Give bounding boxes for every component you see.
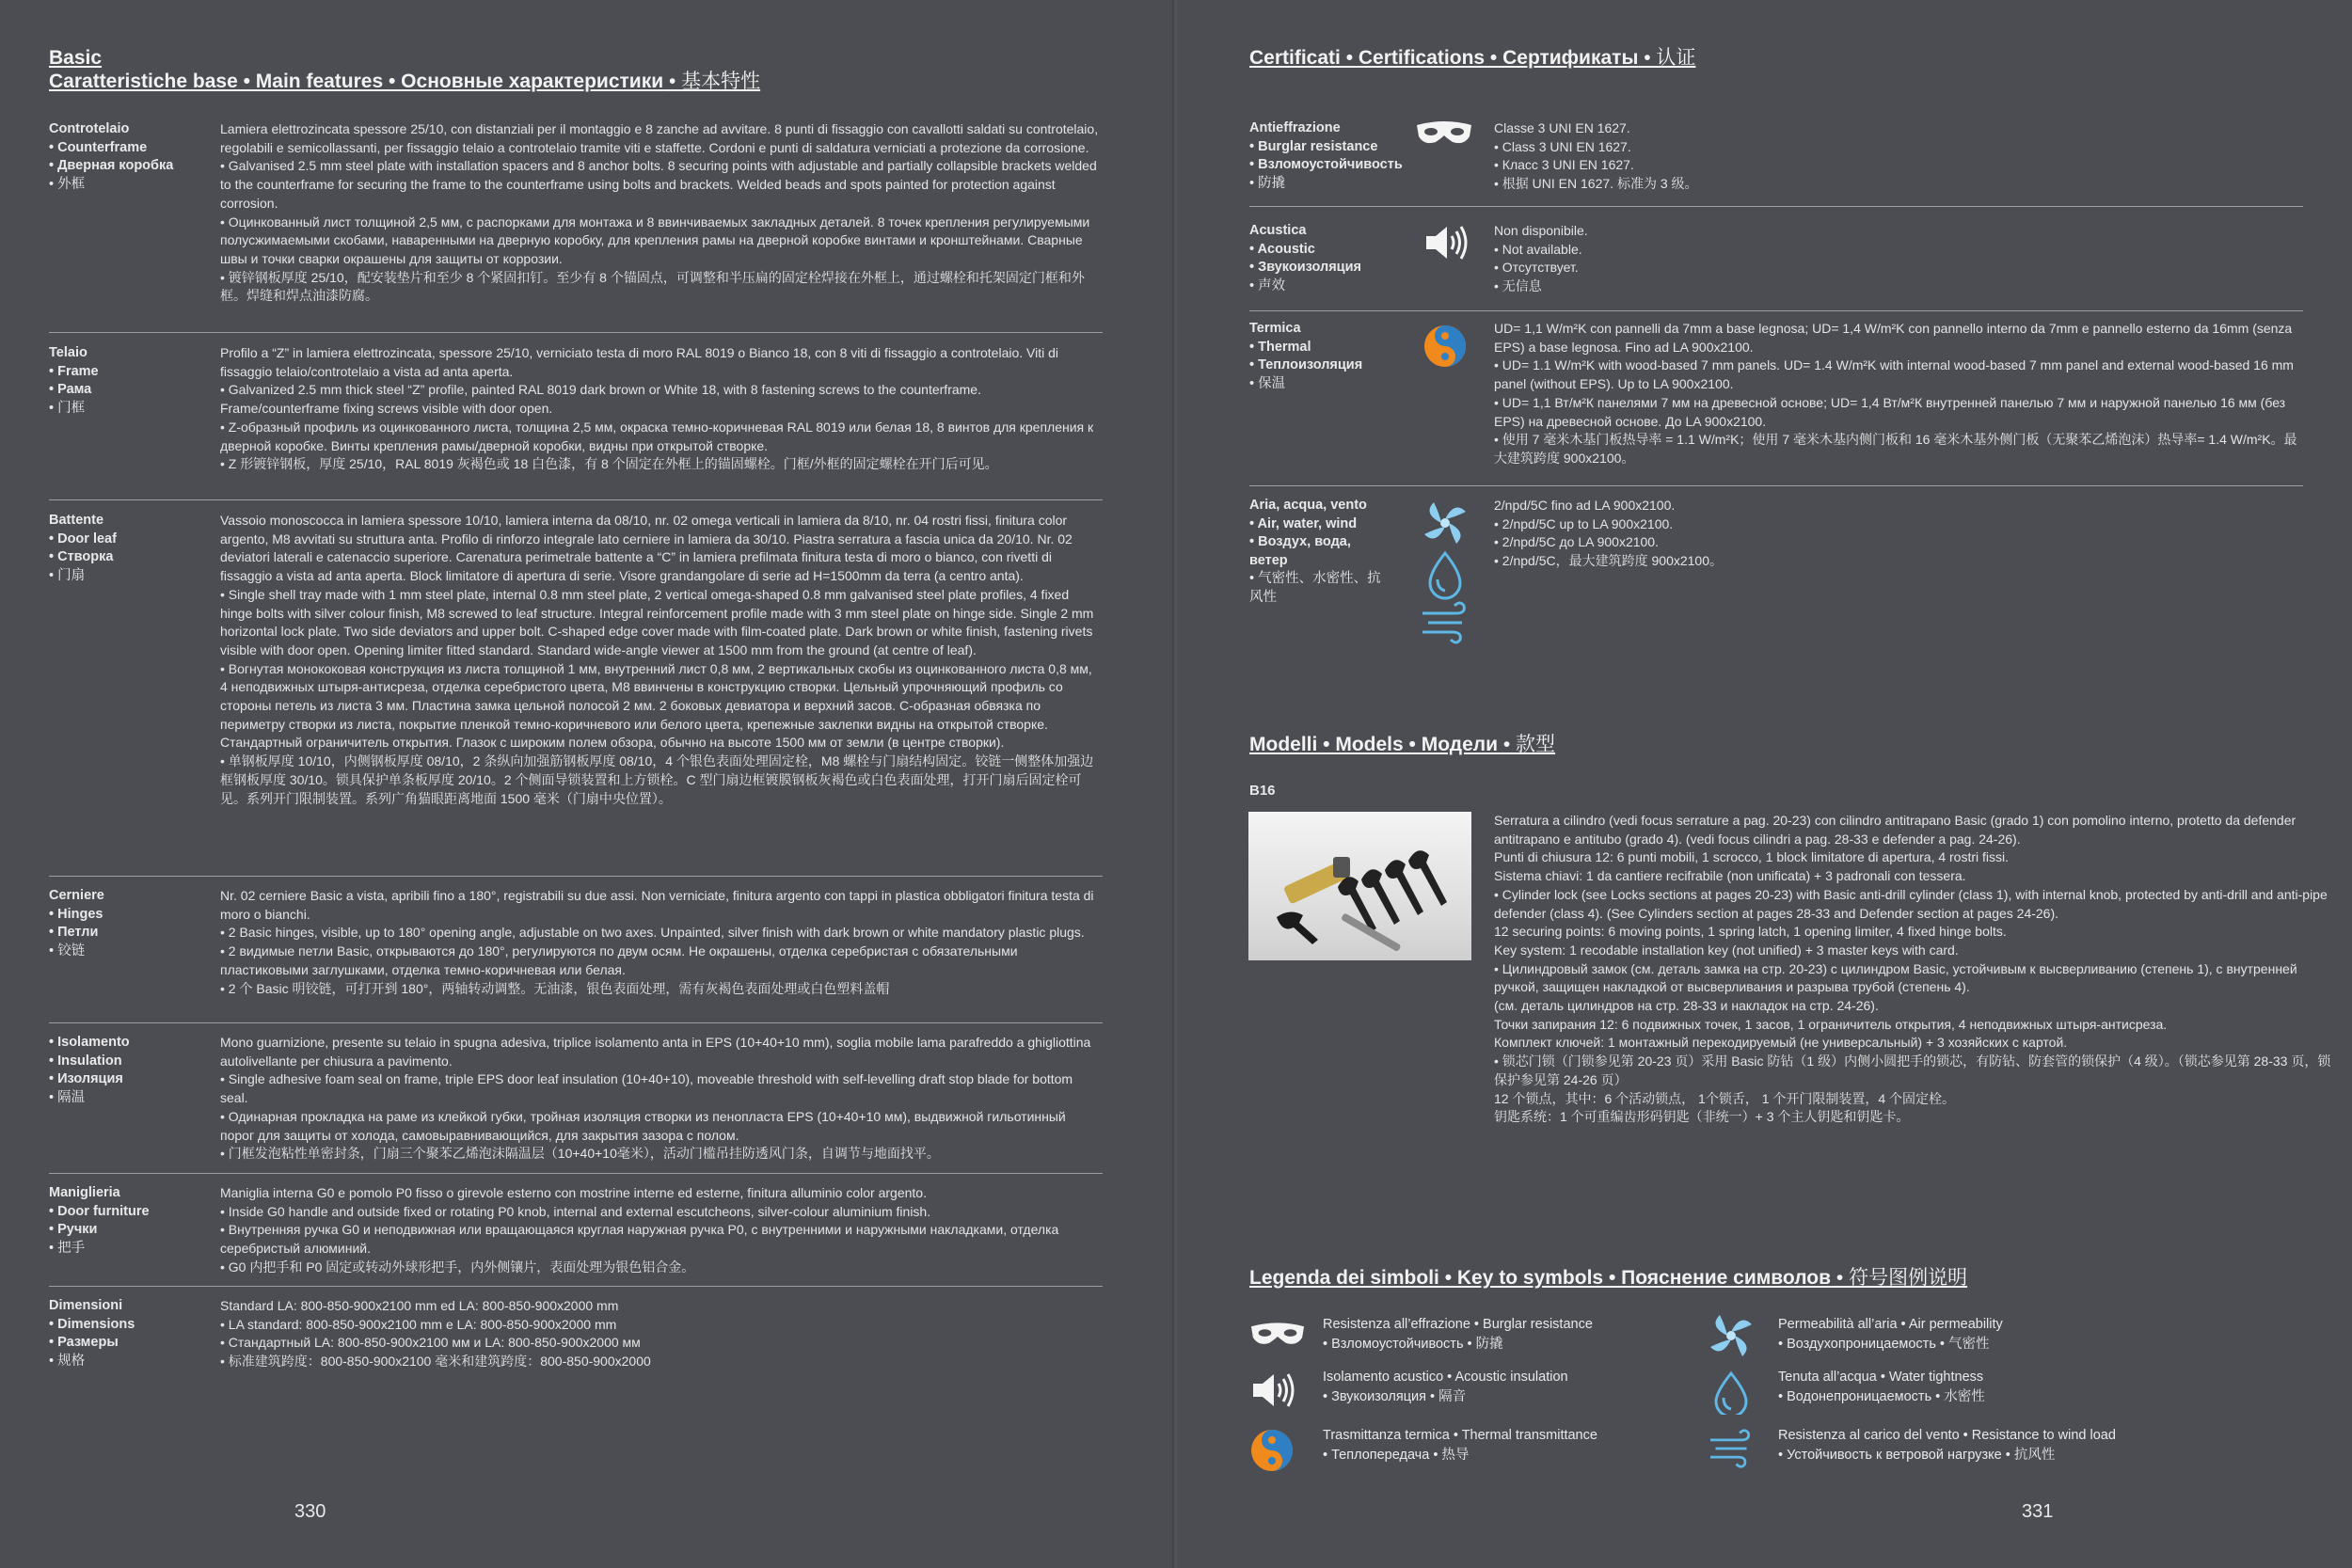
model-name: B16	[1249, 783, 1276, 799]
keys-illustration	[1248, 812, 1471, 960]
models-title-cn: • 款型	[1498, 734, 1556, 755]
cert-row-air-water-wind	[1249, 497, 2303, 657]
legend-line: Resistenza al carico del vento • Resistance to wind load	[1778, 1428, 2116, 1443]
label-it: Antieffrazione	[1249, 120, 1341, 135]
text-it: Mono guarnizione, presente su telaio in spugna adesiva, triplice isolamento anta in EPS (10+40+10 mm), soglia mobile lama parafreddo a ghigliottina autolivellante per chiusura a pavimento.	[220, 1035, 1091, 1069]
text-it: Nr. 02 cerniere Basic a vista, apribili fino a 180°, registrabili su due assi. Non verniciate, finitura argento con tappi in plastica obbligatori finitura testa di moro o bianchi.	[220, 888, 1094, 922]
model-line: Punti di chiusura 12: 6 punti mobili, 1 scrocco, 1 block limitatore di apertura, 4 rostri fissi.	[1494, 849, 2010, 865]
section-title-legend	[1249, 1266, 1967, 1291]
model-line: Key system: 1 recodable installation key (not unified) + 3 master keys with card.	[1494, 942, 1959, 958]
legend-text	[1323, 1426, 1718, 1465]
label-cn: • 外框	[49, 176, 86, 192]
feature-label	[49, 887, 214, 960]
models-title-text: Modelli • Models • Модели	[1249, 734, 1499, 755]
legend-line: • Взломоустойчивость • 防撬	[1323, 1337, 1503, 1352]
label-cn: • 防撬	[1249, 175, 1286, 191]
label-en: • Frame	[49, 363, 99, 379]
text-ru: • 2/npd/5C до LA 900x2100.	[1494, 534, 1659, 550]
text-en: • Inside G0 handle and outside fixed or rotating P0 knob, internal and external escutcheons, silver-colour aluminium finish.	[220, 1203, 931, 1219]
legend-text	[1323, 1315, 1718, 1354]
label-ru: • Петли	[49, 925, 99, 940]
label-cn: • 铰链	[49, 942, 86, 958]
text-en: • 2/npd/5C up to LA 900x2100.	[1494, 515, 1674, 531]
text-en: • Class 3 UNI EN 1627.	[1494, 138, 1631, 154]
subtitle-cn: • 基本特性	[663, 71, 761, 92]
legend-line: • Звукоизоляция • 隔音	[1323, 1389, 1467, 1404]
text-it: Lamiera elettrozincata spessore 25/10, con distanziali per il montaggio e 8 zanche ad avvitare. 8 punti di fissaggio con cavallotti saldati su controtelaio, regolabili e semicollassanti, per fissaggio telaio a controtelaio tramite viti e staffette. Cordoni e punti di saldatura verniciati a protezione da corrosione.	[220, 121, 1099, 155]
label-cn: • 门框	[49, 400, 86, 416]
feature-text	[220, 120, 1103, 306]
wind-icon	[1705, 1428, 1757, 1469]
label-ru: • Взломоустойчивость	[1249, 157, 1403, 172]
label-en: • Dimensions	[49, 1316, 135, 1332]
model-line: • Цилиндровый замок (см. деталь замка на стр. 20-23) с цилиндром Basic, устойчивым к высверливанию (степень 1), с внутренней ручкой, защищен накладкой от высверливания и разрыва трубой (степень 4).	[1494, 960, 2297, 995]
text-cn: • 使用 7 毫米木基门板热导率 = 1.1 W/m²K；使用 7 毫米木基内侧门板和 16 毫米木基外侧门板（无聚苯乙烯泡沫）热导率= 1.4 W/m²K。最大建筑跨度 900x2100。	[1494, 432, 2297, 466]
model-description	[1494, 812, 2341, 1127]
speaker-icon	[1249, 1370, 1296, 1411]
text-it: UD= 1,1 W/m²K con pannelli da 7mm a base legnosa; UD= 1,4 W/m²K con pannello interno da 7mm e pannello esterno da 16mm (senza EPS) a base legnosa. Fino ad LA 900x2100.	[1494, 321, 2293, 355]
label-it: Cerniere	[49, 888, 104, 903]
label-cn: • 声效	[1249, 277, 1286, 293]
text-cn: • 镀锌钢板厚度 25/10，配安装垫片和至少 8 个紧固扣钉。至少有 8 个锚固点，可调整和半压扁的固定栓焊接在外框上，通过螺栓和托架固定门框和外框。焊缝和焊点油漆防腐。	[220, 269, 1085, 304]
page-left	[0, 0, 1174, 1568]
cert-title-text: Certificati • Certifications • Сертификаты	[1249, 47, 1639, 69]
feature-label	[49, 344, 214, 418]
thermal-icon	[1422, 324, 1468, 369]
label-en: • Air, water, wind	[1249, 515, 1358, 531]
label-it: Controtelaio	[49, 121, 130, 136]
text-en: • Galvanized 2.5 mm thick steel “Z” profile, painted RAL 8019 dark brown or White 18, with 8 fastening screws to the counterframe. Frame/counterframe fixing screws visible with door open.	[220, 382, 981, 417]
speaker-icon	[1422, 222, 1470, 263]
cert-row-thermal	[1249, 320, 2303, 486]
feature-text	[220, 512, 1103, 808]
text-en: • 2 Basic hinges, visible, up to 180° opening angle, adjustable on two axes. Unpainted, silver finish with dark brown or white mandatory plastic plugs.	[220, 925, 1085, 941]
label-en: • Thermal	[1249, 339, 1311, 355]
text-cn: • 标准建筑跨度：800-850-900x2100 毫米和建筑跨度：800-850-900x2000	[220, 1354, 651, 1370]
legend-line: Permeabilità all’aria • Air permeability	[1778, 1317, 2003, 1332]
text-ru: • UD= 1,1 Вт/м²К панелями 7 мм на древесной основе; UD= 1,4 Вт/м²К внутренней панелью 7 мм и наружной панелью 16 мм (без EPS) на древесной основе. До LA 900x2100.	[1494, 394, 2286, 429]
mask-icon	[1249, 1321, 1306, 1349]
cert-label	[1249, 119, 1438, 193]
feature-row-counterframe	[49, 120, 1103, 333]
thermal-icon	[1249, 1428, 1295, 1473]
label-en: • Door furniture	[49, 1203, 150, 1219]
feature-row-frame	[49, 344, 1103, 500]
label-it: Battente	[49, 513, 104, 528]
text-it: 2/npd/5C fino ad LA 900x2100.	[1494, 498, 1676, 513]
page-number: 330	[294, 1501, 326, 1522]
legend-line: Resistenza all’effrazione • Burglar resistance	[1323, 1317, 1593, 1332]
text-en: • Not available.	[1494, 241, 1582, 257]
page-right	[1178, 0, 2352, 1568]
cert-text	[1494, 497, 2303, 571]
section-title-certifications	[1249, 46, 1695, 71]
model-line: 12 securing points: 6 moving points, 1 spring latch, 1 opening limiter, 4 fixed hinge bolts.	[1494, 924, 2007, 940]
feature-label	[49, 1297, 214, 1370]
text-ru: • Класс 3 UNI EN 1627.	[1494, 157, 1634, 173]
text-cn: • G0 内把手和 P0 固定或转动外球形把手，内外侧镶片，表面处理为银色铝合金。	[220, 1259, 695, 1275]
cert-title-cn: • 认证	[1638, 47, 1696, 69]
label-en: • Door leaf	[49, 531, 117, 546]
feature-text	[220, 1184, 1103, 1277]
cert-label	[1249, 497, 1391, 607]
model-line: 钥匙系统：1 个可重编齿形码钥匙（非统一）+ 3 个主人钥匙和钥匙卡。	[1494, 1109, 1910, 1125]
cert-text	[1494, 222, 2303, 296]
text-it: Maniglia interna G0 e pomolo P0 fisso o girevole esterno con mostrine interne ed esterne, finitura alluminio color argento.	[220, 1185, 927, 1200]
feature-row-door-furniture	[49, 1184, 1103, 1287]
text-it: Standard LA: 800-850-900x2100 mm ed LA: 800-850-900x2000 mm	[220, 1298, 619, 1313]
text-cn: • 无信息	[1494, 278, 1542, 294]
model-line: Sistema chiavi: 1 da cantiere recifrabile (non unificata) + 3 padronali con tessera.	[1494, 868, 1966, 884]
label-cn: • 保温	[1249, 375, 1286, 391]
cert-text	[1494, 119, 2303, 194]
label-ru: • Дверная коробка	[49, 158, 174, 173]
label-cn: • 气密性、水密性、抗风性	[1249, 571, 1381, 605]
model-line: 12 个锁点，其中：6 个活动锁点， 1个锁舌， 1 个开门限制装置，4 个固定栓。	[1494, 1090, 1956, 1106]
text-en: • Galvanised 2.5 mm steel plate with installation spacers and 8 anchor bolts. 8 securing points with adjustable and partially collapsible brackets welded to the counterframe for securing the frame to the counterframe using bolts and brackets. Welded beads and spots painted for protection against corrosion.	[220, 158, 1097, 211]
text-it: Vassoio monoscocca in lamiera spessore 10/10, lamiera interna da 08/10, nr. 02 omega verticali in lamiera da 8/10, nr. 04 rostri fissi, finitura color argento, M8 avvitati su struttura anta. Profilo di rinforzo integrale lato cerniere in lamiera da 30/10. Piastra serratura a fascia unica da 20/10. Nr. 02 deviatori laterali e catenaccio superiore. Carenatura perimetrale battente a “C” in lamiera prefilmata finitura testa di moro o bianco, con rivetti di fissaggio a vista ad anta aperta. Block limitatore di apertura di serie. Visore grandangolare di serie ad H=1500mm da terra (a centro anta).	[220, 513, 1073, 584]
text-it: Classe 3 UNI EN 1627.	[1494, 120, 1630, 135]
feature-row-dimensions	[49, 1297, 1103, 1382]
label-ru: • Воздух, вода, ветер	[1249, 534, 1351, 568]
section-subtitle-main-features	[49, 70, 760, 94]
cert-label	[1249, 222, 1438, 295]
label-it: Aria, acqua, vento	[1249, 498, 1367, 513]
label-it: Telaio	[49, 345, 87, 360]
model-line: Serratura a cilindro (vedi focus serrature a pag. 20-23) con cilindro antitrapano Basic (grado 1) con pomolino interno, protetto da defender antitrapano e antitubo (grado 4). (vedi focus cilindri a pag. 28-33 e defender a pag. 24-26).	[1494, 813, 2296, 847]
cert-row-acoustic	[1249, 222, 2303, 311]
text-cn: • Z 形镀锌钢板，厚度 25/10，RAL 8019 灰褐色或 18 白色漆，有 8 个固定在外框上的锚固螺栓。门框/外框的固定螺栓在开门后可见。	[220, 456, 998, 472]
feature-text	[220, 887, 1103, 998]
label-ru: • Теплоизоляция	[1249, 357, 1363, 372]
legend-line: • Водонепроницаемость • 水密性	[1778, 1389, 1985, 1404]
text-ru: • Оцинкованный лист толщиной 2,5 мм, с распорками для монтажа и 8 ввинчиваемых закладных деталей. 8 точек крепления регулируемыми полусжимаемыми скобами, наваренными на дверную коробку, для крепления рамы на дверной коробке винтами и кронштейнами. Сварные швы и точки сварки окрашены для защиты от коррозии.	[220, 214, 1090, 266]
page-number: 331	[2022, 1501, 2054, 1522]
air-water-wind-icon	[1419, 499, 1471, 655]
label-cn: • 门扇	[49, 567, 86, 583]
legend-line: Isolamento acustico • Acoustic insulation	[1323, 1370, 1568, 1385]
section-title-basic: Basic	[49, 47, 103, 69]
label-it: Dimensioni	[49, 1298, 123, 1313]
legend-line: Tenuta all’acqua • Water tightness	[1778, 1370, 1984, 1385]
model-line: • Cylinder lock (see Locks sections at pages 20-23) with Basic anti-drill cylinder (class 1), with internal knob, protected by anti-drill and anti-pipe defender (class 4). (See Cylinders section at pages 28-33 and Defender section at pages 24-26).	[1494, 886, 2328, 921]
text-cn: • 单钢板厚度 10/10，内侧钢板厚度 08/10，2 条纵向加强筋钢板厚度 08/10，4 个银色表面处理固定栓，M8 螺栓与门扇结构固定。铰链一侧整体加强边框钢板厚度 30/10。锁具保护单条板厚度 20/10。2 个侧面导锁装置和上方锁栓。C 型门扇边框镀膜钢板灰褐色或白色表面处理，打开门扇后固定栓可见。系列开门限制装置。系列广角猫眼距离地面 1500 毫米（门扇中央位置）。	[220, 753, 1094, 806]
feature-label	[49, 1184, 214, 1258]
text-en: • LA standard: 800-850-900x2100 mm e LA: 800-850-900x2000 mm	[220, 1316, 617, 1332]
label-it: Acustica	[1249, 223, 1307, 238]
feature-label	[49, 512, 214, 585]
label-en: • Hinges	[49, 906, 103, 922]
cert-row-burglar	[1249, 119, 2303, 207]
label-it: Maniglieria	[49, 1185, 120, 1200]
text-cn: • 2 个 Basic 明铰链，可打开到 180°，两轴转动调整。无油漆，银色表面处理，需有灰褐色表面处理或白色塑料盖帽	[220, 980, 890, 996]
model-line: Комплект ключей: 1 монтажный перекодируемый (не универсальный) + 3 хозяйских с картой.	[1494, 1035, 2068, 1051]
model-line: (см. деталь цилиндров на стр. 28-33 и накладок на стр. 24-26).	[1494, 998, 1879, 1014]
product-photo-cylinder-keys	[1248, 812, 1471, 960]
legend-text	[1778, 1426, 2173, 1465]
text-ru: • Внутренняя ручка G0 и неподвижная или вращающаяся круглая наружная ручка P0, с внутренними и наружными накладками, отделка серебристый алюминий.	[220, 1222, 1059, 1257]
legend-text	[1323, 1368, 1718, 1407]
label-ru: • Изоляция	[49, 1071, 123, 1086]
feature-text	[220, 1297, 1103, 1371]
label-en: • Insulation	[49, 1053, 122, 1069]
feature-row-door-leaf	[49, 512, 1103, 877]
legend-title-text: Legenda dei simboli • Key to symbols • Пояснение символов	[1249, 1267, 1832, 1289]
mask-icon	[1415, 119, 1473, 148]
label-en: • Burglar resistance	[1249, 138, 1378, 154]
legend-line: • Воздухопроницаемость • 气密性	[1778, 1337, 1990, 1352]
cert-label	[1249, 320, 1438, 393]
feature-row-hinges	[49, 887, 1103, 1023]
text-ru: • 2 видимые петли Basic, открываются до 180°, регулируются по двум осям. Не окрашены, отделка серебристая с обязательными пластиковыми заглушками, отделка темно-коричневая или белая.	[220, 943, 1018, 977]
text-ru: • Стандартный LA: 800-850-900x2100 мм и LA: 800-850-900x2000 мм	[220, 1335, 641, 1351]
text-en: • Single shell tray made with 1 mm steel plate, internal 0.8 mm steel plate, 2 vertical omega-shaped 0.8 mm galvanised steel plate profiles, 4 fixed hinge bolts with silver colour finish, M8 screwed to leaf structure. Integral reinforcement profile made with 3 mm steel plate on hinge side. Single 2 mm horizontal lock plate. Two side deviators and upper bolt. C-shaped edge cover made with film-coated plate. Dark brown or white finish, fastening rivets visible with door open. Opening limiter fitted standard. Standard wide-angle viewer at 1500 mm from the ground (at centre of leaf).	[220, 586, 1094, 657]
legend-text	[1778, 1368, 2173, 1407]
text-ru: • Z-образный профиль из оцинкованного листа, толщина 2,5 мм, окраска темно-коричневая RAL 8019 или белая 18, 8 винтов для крепления к дверной коробке. Винты крепления рамы/дверной коробки, видны при открытой створке.	[220, 419, 1094, 453]
text-cn: • 2/npd/5C，最大建筑跨度 900x2100。	[1494, 553, 1724, 569]
text-cn: • 门框发泡粘性单密封条，门扇三个聚苯乙烯泡沫隔温层（10+40+10毫米），活动门槛吊挂防透风门条，自调节与地面找平。	[220, 1146, 940, 1162]
text-it: Non disponibile.	[1494, 223, 1588, 238]
feature-label	[49, 120, 214, 194]
label-ru: • Размеры	[49, 1335, 119, 1350]
text-cn: • 根据 UNI EN 1627. 标准为 3 级。	[1494, 176, 1698, 192]
feature-row-insulation	[49, 1034, 1103, 1174]
legend-title-cn: • 符号图例说明	[1831, 1267, 1968, 1289]
feature-text	[220, 1034, 1103, 1164]
label-ru: • Рама	[49, 382, 92, 397]
model-line: • 锁芯门锁（门锁参见第 20-23 页）采用 Basic 防钻（1 级）内侧小圆把手的锁芯，有防钻、防套管的锁保护（4 级）。（锁芯参见第 28-33 页，锁保护参见第 24-26 页）	[1494, 1053, 2331, 1087]
water-icon	[1705, 1370, 1757, 1415]
text-ru: • Вогнутая монококовая конструкция из листа толщиной 1 мм, внутренний лист 0,8 мм, 2 вертикальных скобы из оцинкованного листа 0,8 мм, 4 неподвижных штыря-антисреза, отделка серебристого цвета, M8 ввинчены в конструкцию створки. Цельный упрочняющий профиль со стороны петель из листа 3 мм. Пластина замка цельной полосой 2 мм. 2 боковых девиатора и верхний засов. С-образная обвязка по периметру створки из листа, покрытие пленкой темно-коричневого или белого цвета, крепежные заклепки видны на открытой створке. Стандартный ограничитель открытия. Глазок с широким полем обзора, обычно на высоте 1500 мм от земли (в центре створки).	[220, 660, 1092, 751]
label-cn: • 隔温	[49, 1089, 86, 1105]
legend-line: Trasmittanza termica • Thermal transmittance	[1323, 1428, 1597, 1443]
fan-icon	[1705, 1311, 1757, 1360]
label-ru: • Звукоизоляция	[1249, 260, 1361, 275]
label-ru: • Створка	[49, 549, 114, 564]
text-ru: • Одинарная прокладка на раме из клейкой губки, тройная изоляция створки из пенопласта EPS (10+40+10 мм), выдвижной гильотинный порог для защиты от холода, самовыравнивающийся, для закрытия зазора с полом.	[220, 1108, 1066, 1143]
text-en: • Single adhesive foam seal on frame, triple EPS door leaf insulation (10+40+10), moveable threshold with self-levelling draft stop blade for bottom seal.	[220, 1071, 1073, 1106]
legend-line: • Теплопередача • 热导	[1323, 1448, 1470, 1463]
label-ru: • Ручки	[49, 1222, 98, 1237]
label-it: Termica	[1249, 321, 1301, 336]
text-it: Profilo a “Z” in lamiera elettrozincata, spessore 25/10, verniciato testa di moro RAL 8019 o Bianco 18, con 8 viti di fissaggio a controtelaio. Viti di fissaggio telaio/controtelaio a vista ad anta aperta.	[220, 345, 1059, 379]
label-it: • Isolamento	[49, 1035, 130, 1050]
text-en: • UD= 1.1 W/m²K with wood-based 7 mm panels. UD= 1.4 W/m²K with internal wood-based 7 mm panel and external wood-based 16 mm panel (without EPS). Up to LA 900x2100.	[1494, 357, 2294, 392]
label-cn: • 把手	[49, 1240, 86, 1256]
label-cn: • 规格	[49, 1353, 86, 1369]
feature-text	[220, 344, 1103, 474]
legend-line: • Устойчивость к ветровой нагрузке • 抗风性	[1778, 1448, 2056, 1463]
subtitle-text: Caratteristiche base • Main features • Основные характеристики	[49, 71, 664, 92]
label-en: • Acoustic	[1249, 241, 1315, 257]
feature-label	[49, 1034, 214, 1107]
label-en: • Counterframe	[49, 139, 148, 155]
text-ru: • Отсутствует.	[1494, 260, 1579, 276]
model-line: Точки запирания 12: 6 подвижных точек, 1 засов, 1 ограничитель открытия, 4 неподвижных штыря-антисреза.	[1494, 1016, 2168, 1032]
section-title-models	[1249, 733, 1555, 757]
cert-text	[1494, 320, 2303, 468]
legend-text	[1778, 1315, 2173, 1354]
